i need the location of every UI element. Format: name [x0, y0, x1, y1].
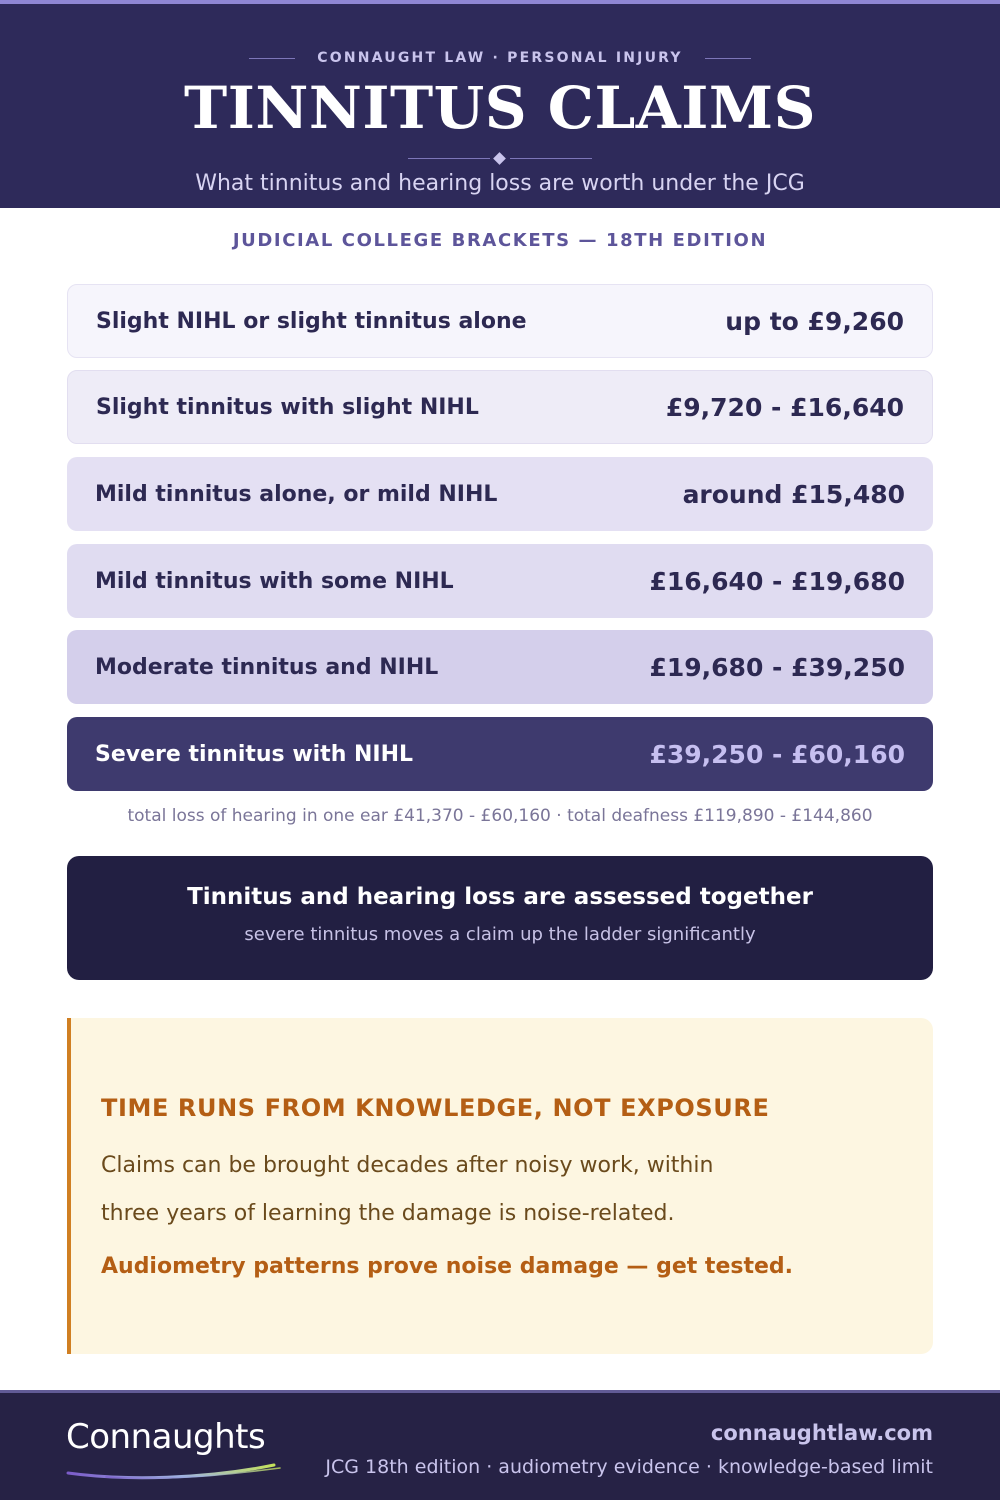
footer-bar — [0, 1390, 1000, 1500]
notice-emphasis: Audiometry patterns prove noise damage — get tested. — [101, 1254, 794, 1279]
bracket-label: Mild tinnitus alone, or mild NIHL — [95, 481, 498, 507]
eyebrow-row — [0, 50, 1000, 66]
assessment-callout — [67, 856, 933, 980]
bracket-label: Slight NIHL or slight tinnitus alone — [96, 308, 527, 334]
bracket-label: Mild tinnitus with some NIHL — [95, 568, 454, 594]
bracket-value: £9,720 - £16,640 — [665, 392, 904, 422]
bracket-row-severe — [67, 717, 933, 791]
limitation-notice — [67, 1018, 933, 1354]
bracket-row-mild-alone — [67, 457, 933, 531]
diamond-icon — [493, 152, 506, 165]
bracket-row-slight-with-nihl — [67, 370, 933, 444]
brackets-heading: JUDICIAL COLLEGE BRACKETS — 18TH EDITION — [232, 230, 768, 251]
eyebrow-text: CONNAUGHT LAW · PERSONAL INJURY — [317, 50, 683, 66]
notice-body-line: Claims can be brought decades after noisy work, within — [101, 1153, 714, 1178]
logo-wordmark: Connaughts — [66, 1417, 266, 1457]
notice-body — [101, 1142, 801, 1238]
connaughts-logo — [66, 1417, 286, 1477]
bracket-row-mild-with-nihl — [67, 544, 933, 618]
callout-subtitle: severe tinnitus moves a claim up the ladder significantly — [244, 924, 756, 945]
notice-title: TIME RUNS FROM KNOWLEDGE, NOT EXPOSURE — [101, 1094, 770, 1122]
page-subtitle: What tinnitus and hearing loss are worth under the JCG — [195, 171, 805, 196]
bracket-label: Slight tinnitus with slight NIHL — [96, 394, 479, 420]
brackets-footnote: total loss of hearing in one ear £41,370 - £60,160 · total deafness £119,890 - £144,860 — [127, 806, 873, 826]
page-title: TINNITUS CLAIMS — [184, 74, 816, 142]
notice-body-line: three years of learning the damage is noise-related. — [101, 1201, 675, 1226]
ornament-rule-right — [510, 158, 592, 159]
bracket-value: £16,640 - £19,680 — [649, 566, 905, 596]
bracket-row-moderate — [67, 630, 933, 704]
bracket-label: Moderate tinnitus and NIHL — [95, 654, 439, 680]
bracket-value: up to £9,260 — [725, 306, 904, 336]
website-link[interactable]: connaughtlaw.com — [710, 1421, 933, 1445]
eyebrow-rule-right — [705, 58, 751, 59]
bracket-value: around £15,480 — [682, 479, 905, 509]
footer-tagline: JCG 18th edition · audiometry evidence · knowledge-based limit — [325, 1456, 933, 1478]
callout-title: Tinnitus and hearing loss are assessed together — [187, 884, 813, 910]
bracket-value: £39,250 - £60,160 — [649, 739, 905, 769]
logo-swoosh-icon — [66, 1459, 286, 1481]
bracket-label: Severe tinnitus with NIHL — [95, 741, 414, 767]
eyebrow-rule-left — [249, 58, 295, 59]
title-ornament — [408, 152, 592, 166]
header-banner — [0, 0, 1000, 208]
bracket-row-slight-alone — [67, 284, 933, 358]
ornament-rule-left — [408, 158, 490, 159]
bracket-value: £19,680 - £39,250 — [649, 652, 905, 682]
